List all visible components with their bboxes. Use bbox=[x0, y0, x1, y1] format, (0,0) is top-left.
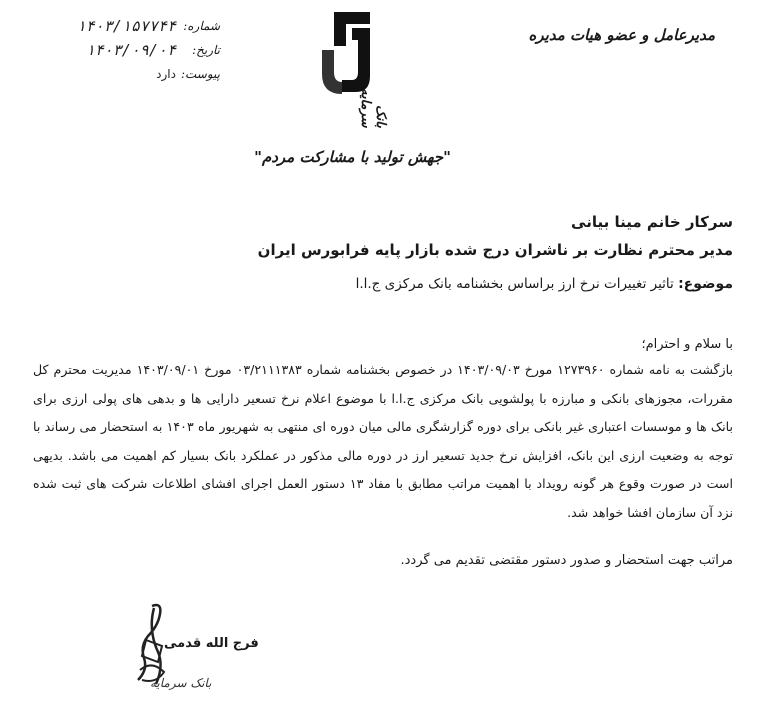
subject-label: موضوع: bbox=[678, 276, 733, 292]
letter-meta bbox=[40, 14, 220, 86]
body-paragraph: بازگشت به نامه شماره ۱۲۷۳۹۶۰ مورخ ۱۴۰۳/۰۹/۰۳ در خصوص بخشنامه شماره ۰۳/۲۱۱۱۳۸۳ مورخ ۱۴۰۳/۰۹/۰۱ مدیریت محترم کل مقررات، مجوزهای بانکی و مبارزه با پولشویی بانک مرکزی ج.ا.ا با موضوع اعلام نرخ تسعیر دارایی ها و بدهی های پولی ارزی برای بانک ها و موسسات اعتباری غیر بانکی برای دوره گزارشگری مالی میان دوره ای منتهی به شهریور ماه ۱۴۰۳ به استحضار می رساند با توجه به وضعیت ارزی این بانک، افزایش نرخ جدید تسعیر ارز در دوره مالی مذکور در عملکرد بانک بسیار کم اهمیت می باشد. بدیهی است در صورت وقوع هر گونه رویداد با اهمیت مراتب مطابق با مفاد ۱۳ دستور العمل اجرای افشای اطلاعات شرکت های ثبت شده نزد آن سازمان افشا خواهد شد. bbox=[33, 362, 733, 520]
attachment-label: پیوست: bbox=[180, 67, 220, 81]
meta-attachment-row bbox=[40, 62, 220, 86]
closing-line: مراتب جهت استحضار و صدور دستور مقتضی تقدیم می گردد. bbox=[400, 553, 733, 568]
meta-date-row bbox=[40, 38, 220, 62]
number-label: شماره: bbox=[183, 19, 220, 33]
recipient-title-header: مدیرعامل و عضو هیات مدیره bbox=[528, 26, 715, 44]
bank-name-logo-text: بانک سرمایه bbox=[358, 88, 388, 128]
date-value: ۱۴۰۳/۰۹/۰۴ bbox=[85, 41, 176, 59]
signature-bank-name: بانک سرمایه bbox=[150, 676, 212, 690]
recipient-block bbox=[258, 208, 733, 264]
subject-text: تاثیر تغییرات نرخ ارز براساس بخشنامه بانک مرکزی ج.ا.ا bbox=[355, 276, 674, 292]
subject-line bbox=[356, 270, 733, 298]
meta-number-row bbox=[40, 14, 220, 38]
recipient-position: مدیر محترم نظارت بر ناشران درج شده بازار پایه فرابورس ایران bbox=[257, 241, 733, 259]
date-label: تاریخ: bbox=[192, 43, 220, 57]
recipient-name: سرکار خانم مینا بیانی bbox=[571, 213, 733, 231]
signatory-name: فرج الله قدمی bbox=[164, 636, 259, 651]
number-value: ۱۴۰۳/۱۵۷۷۴۴ bbox=[76, 17, 176, 35]
slogan: "جهش تولید با مشارکت مردم" bbox=[254, 148, 451, 166]
attachment-value: دارد bbox=[156, 67, 176, 81]
greeting: با سلام و احترام؛ bbox=[641, 337, 733, 352]
